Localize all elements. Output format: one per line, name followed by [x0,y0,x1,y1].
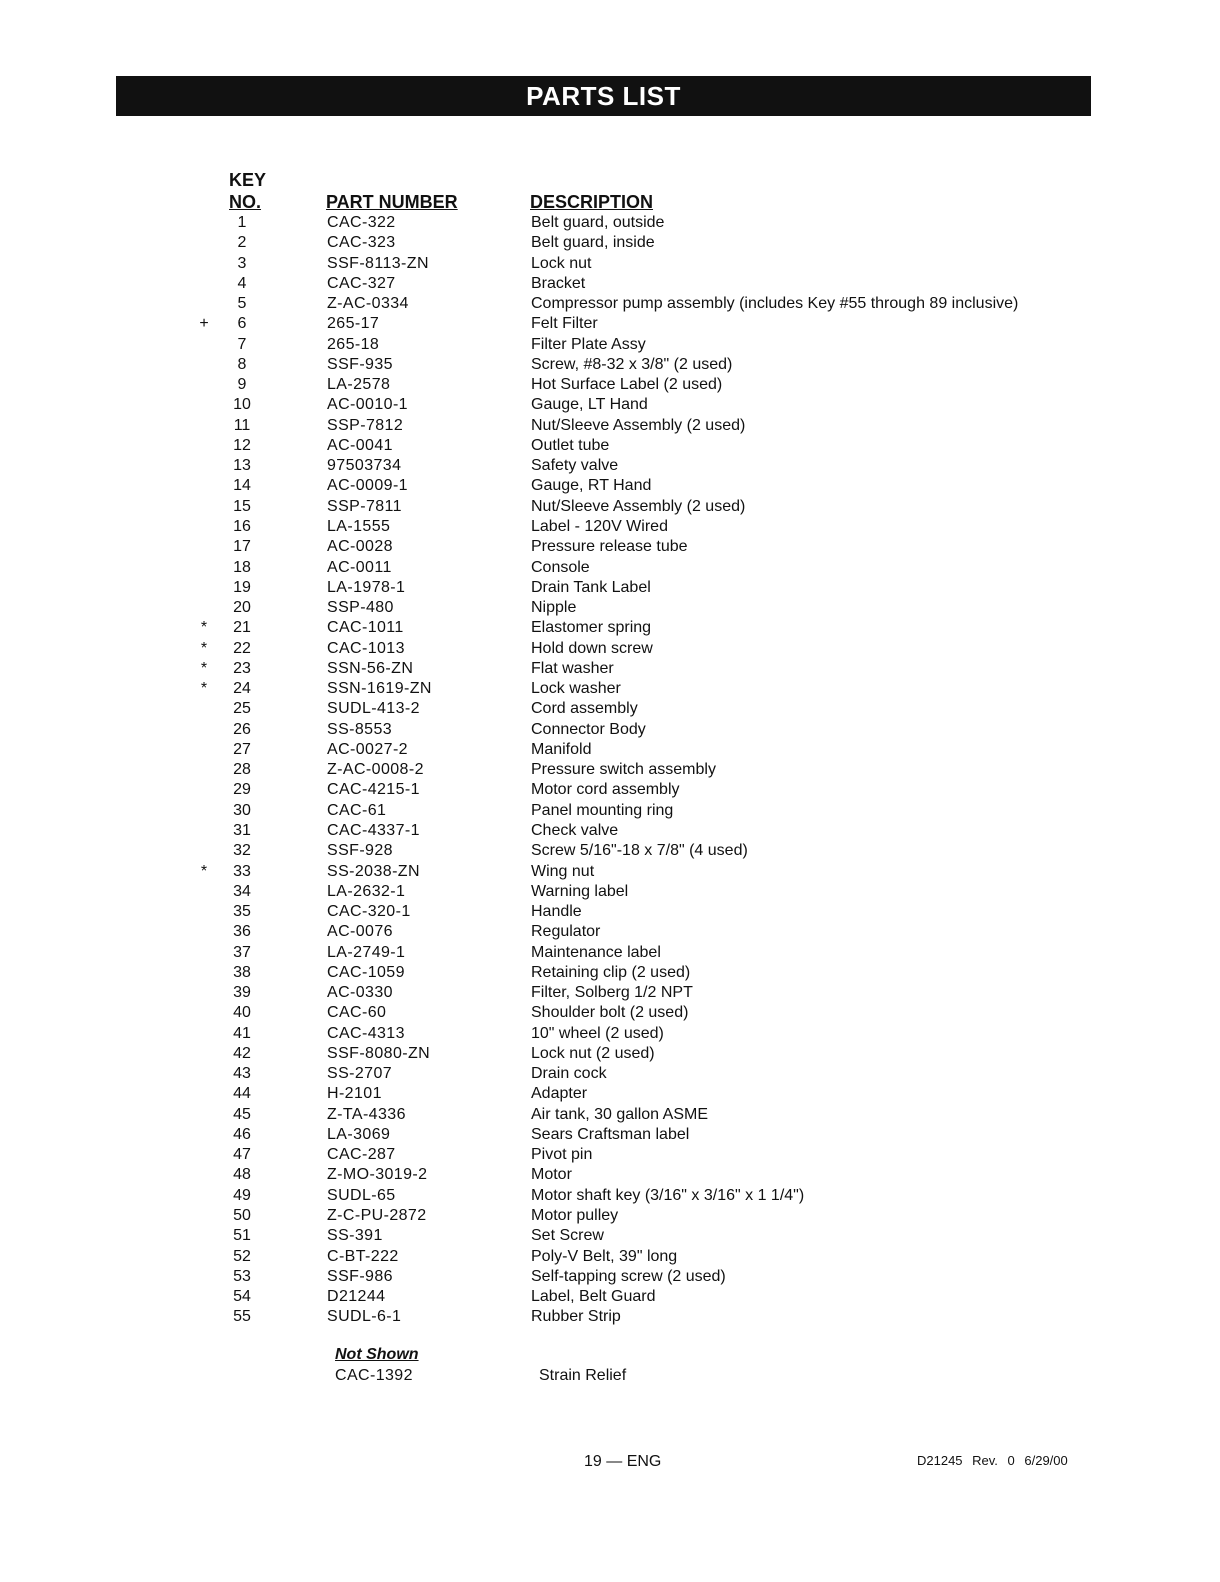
part-number: SS-8553 [327,720,393,738]
key-number: 30 [233,801,251,819]
part-description: Filter Plate Assy [531,335,646,353]
key-number: 20 [233,599,251,617]
table-row [0,639,1220,659]
part-description: Poly-V Belt, 39" long [531,1247,678,1265]
part-number: SSF-928 [327,842,393,860]
key-number: 22 [233,639,251,657]
part-description: Air tank, 30 gallon ASME [531,1105,708,1123]
key-number: 49 [233,1186,251,1204]
key-number: 1 [237,214,247,231]
part-number: 97503734 [327,457,402,475]
part-number: AC-0041 [327,436,393,454]
key-number: 9 [237,376,247,394]
row-mark: * [200,680,208,698]
key-number: 44 [233,1085,251,1103]
table-row [0,1003,1220,1023]
table-row [0,578,1220,598]
part-description: Pivot pin [531,1146,593,1164]
part-description: Felt Filter [531,315,598,333]
part-number: CAC-1392 [335,1367,413,1384]
table-row [0,476,1220,496]
key-number: 46 [233,1125,251,1143]
part-number: CAC-60 [327,1004,387,1022]
part-description: Belt guard, outside [531,214,665,231]
table-row [0,1105,1220,1125]
key-number: 55 [233,1308,251,1326]
table-row [0,801,1220,821]
key-number: 19 [233,578,251,596]
key-number: 48 [233,1166,251,1184]
part-description: Wing nut [531,862,595,880]
key-number: 35 [233,903,251,921]
table-row [0,375,1220,395]
table-row [0,497,1220,517]
table-row [0,943,1220,963]
key-number: 34 [233,882,251,900]
part-description: Compressor pump assembly (includes Key #55 through 89 inclusive) [531,295,1019,313]
part-description: Set Screw [531,1227,604,1245]
part-description: Screw, #8-32 x 3/8" (2 used) [531,355,733,373]
part-number: SSP-7811 [327,497,402,515]
key-number: 6 [237,315,247,333]
table-row [0,841,1220,861]
key-number: 47 [233,1146,251,1164]
part-description: Connector Body [531,720,646,738]
part-description: Manifold [531,740,592,758]
part-description: Flat washer [531,659,614,677]
table-row [0,233,1220,253]
key-header-bottom: NO. [229,192,262,212]
key-number: 28 [233,761,251,779]
part-number: Z-C-PU-2872 [327,1207,427,1225]
table-row [0,517,1220,537]
table-row [0,720,1220,740]
part-number: SSP-480 [327,599,394,617]
part-description: Gauge, RT Hand [531,477,652,495]
row-mark: * [200,619,208,637]
part-number: SUDL-65 [327,1186,396,1204]
key-number: 41 [233,1024,251,1042]
part-number: CAC-4215-1 [327,781,420,799]
table-row [0,456,1220,476]
part-description: Pressure release tube [531,538,688,556]
part-description: Nut/Sleeve Assembly (2 used) [531,416,746,434]
part-number: CAC-4337-1 [327,821,420,839]
part-number: CAC-323 [327,234,396,252]
key-number: 24 [233,680,251,698]
part-description: Retaining clip (2 used) [531,963,691,981]
table-row [0,1206,1220,1226]
table-row [0,294,1220,314]
key-number: 14 [233,477,251,495]
part-number: SSP-7812 [327,416,404,434]
table-row [0,659,1220,679]
part-description: Shoulder bolt (2 used) [531,1004,689,1022]
table-row [0,760,1220,780]
key-number: 5 [237,295,247,313]
key-number: 39 [233,984,251,1002]
table-row [0,1165,1220,1185]
table-row [0,1145,1220,1165]
part-description: Strain Relief [539,1367,627,1384]
key-number: 11 [233,416,251,434]
table-row [0,699,1220,719]
part-number: SUDL-413-2 [327,700,420,718]
part-description: Adapter [531,1085,588,1103]
part-description: Outlet tube [531,436,610,454]
part-description: Motor cord assembly [531,781,680,799]
part-description: Belt guard, inside [531,234,655,252]
table-row [0,416,1220,436]
part-description: Pressure switch assembly [531,761,716,779]
key-number: 29 [233,781,251,799]
table-row [0,1307,1220,1327]
part-description: Label, Belt Guard [531,1288,656,1306]
part-description: Motor pulley [531,1207,619,1225]
part-number: AC-0027-2 [327,740,408,758]
part-number: Z-AC-0008-2 [327,761,424,779]
part-description: Lock nut [531,254,592,272]
part-number: SS-2707 [327,1065,393,1083]
key-number: 33 [233,862,251,880]
part-description: Drain Tank Label [531,578,651,596]
key-number: 13 [233,457,251,475]
part-number: CAC-61 [327,801,387,819]
part-number: CAC-1013 [327,639,405,657]
part-description: Filter, Solberg 1/2 NPT [531,984,693,1002]
key-number: 53 [233,1267,251,1285]
table-row [0,537,1220,557]
part-number: AC-0076 [327,923,393,941]
part-number: Z-MO-3019-2 [327,1166,428,1184]
part-number: CAC-1059 [327,963,405,981]
part-description: Handle [531,903,582,921]
table-row [0,1024,1220,1044]
part-description: Screw 5/16"-18 x 7/8" (4 used) [531,842,748,860]
part-number: C-BT-222 [327,1247,399,1265]
page-number: 19 — ENG [584,1453,662,1470]
key-number: 54 [233,1288,251,1306]
key-number: 31 [233,821,251,839]
part-number: AC-0009-1 [327,477,408,495]
part-number: SS-391 [327,1227,383,1245]
part-number: CAC-322 [327,214,396,231]
part-number: CAC-327 [327,274,396,292]
page-title: PARTS LIST [116,76,1091,116]
key-number: 32 [233,842,251,860]
part-description: Console [531,558,590,576]
key-number: 36 [233,923,251,941]
table-row [0,740,1220,760]
key-number: 27 [233,740,251,758]
table-row [0,882,1220,902]
part-description: Bracket [531,274,586,292]
key-number: 10 [233,396,251,414]
key-number: 17 [233,538,251,556]
key-number: 42 [233,1044,251,1062]
not-shown-row [0,1366,1220,1386]
part-number: LA-2578 [327,376,391,394]
part-number: LA-2632-1 [327,882,406,900]
part-number: CAC-1011 [327,619,404,637]
part-number: LA-2749-1 [327,943,406,961]
part-description: Sears Craftsman label [531,1125,690,1143]
part-description: Warning label [531,882,629,900]
part-description: Regulator [531,923,601,941]
part-description: Hold down screw [531,639,653,657]
table-row [0,1287,1220,1307]
table-row [0,963,1220,983]
key-number: 23 [233,659,251,677]
part-number: SSF-8080-ZN [327,1044,431,1062]
table-row [0,558,1220,578]
part-description: Maintenance label [531,943,661,961]
table-row [0,679,1220,699]
part-number: AC-0010-1 [327,396,408,414]
key-number: 15 [233,497,251,515]
key-number: 12 [233,436,251,454]
table-row [0,1247,1220,1267]
table-row [0,983,1220,1003]
part-number: SUDL-6-1 [327,1308,402,1326]
document-revision: D21245 Rev. 0 6/29/00 [917,1453,1068,1468]
part-number: SSF-8113-ZN [327,254,429,272]
key-number: 45 [233,1105,251,1123]
key-number: 43 [233,1065,251,1083]
part-description: Rubber Strip [531,1308,621,1326]
table-row [0,1084,1220,1104]
table-row [0,1267,1220,1287]
part-number: SSF-935 [327,355,393,373]
part-description: Gauge, LT Hand [531,396,648,414]
part-description: Panel mounting ring [531,801,674,819]
part-number: H-2101 [327,1085,382,1103]
part-number: Z-AC-0334 [327,295,409,313]
part-description: Hot Surface Label (2 used) [531,376,723,394]
key-number: 51 [233,1227,251,1245]
part-number: CAC-320-1 [327,903,411,921]
part-description: Motor shaft key (3/16" x 3/16" x 1 1/4") [531,1186,805,1204]
part-description: Lock washer [531,680,621,698]
key-number: 3 [237,254,247,272]
part-description: Lock nut (2 used) [531,1044,655,1062]
part-description: Safety valve [531,457,619,475]
table-row [0,780,1220,800]
key-number: 18 [233,558,251,576]
key-number: 16 [233,517,251,535]
part-description: Check valve [531,821,619,839]
description-header: DESCRIPTION [530,192,654,212]
part-number: AC-0330 [327,984,393,1002]
part-number: AC-0028 [327,538,393,556]
key-number: 37 [233,943,251,961]
key-number: 7 [237,335,247,353]
row-mark: * [200,639,208,657]
part-number: LA-1978-1 [327,578,406,596]
table-row [0,618,1220,638]
table-row [0,598,1220,618]
part-description: Label - 120V Wired [531,517,668,535]
table-row [0,1186,1220,1206]
part-number: Z-TA-4336 [327,1105,406,1123]
table-row [0,821,1220,841]
row-mark: + [199,315,209,333]
part-description: Drain cock [531,1065,607,1083]
key-number: 50 [233,1207,251,1225]
table-row [0,355,1220,375]
part-number: SSN-1619-ZN [327,680,432,698]
part-description: Self-tapping screw (2 used) [531,1267,726,1285]
part-number: AC-0011 [327,558,392,576]
key-number: 52 [233,1247,251,1265]
part-description: Motor [531,1166,572,1184]
part-description: 10" wheel (2 used) [531,1024,664,1042]
table-row [0,1064,1220,1084]
parts-table [0,213,1220,1328]
part-number: LA-3069 [327,1125,391,1143]
row-mark: * [200,659,208,677]
part-description: Cord assembly [531,700,638,718]
table-row [0,1125,1220,1145]
key-number: 38 [233,963,251,981]
table-row [0,314,1220,334]
table-row [0,254,1220,274]
part-number: CAC-287 [327,1146,396,1164]
part-number: 265-17 [327,315,380,333]
table-row [0,436,1220,456]
part-number-header: PART NUMBER [326,192,458,212]
key-number: 2 [237,234,247,252]
part-number: 265-18 [327,335,380,353]
key-number: 25 [233,700,251,718]
table-row [0,922,1220,942]
table-row [0,1226,1220,1246]
table-row [0,335,1220,355]
table-row [0,274,1220,294]
part-description: Nut/Sleeve Assembly (2 used) [531,497,746,515]
not-shown-label: Not Shown [335,1346,419,1363]
table-row [0,1044,1220,1064]
part-number: SSF-986 [327,1267,393,1285]
part-number: CAC-4313 [327,1024,405,1042]
table-row [0,213,1220,233]
key-number: 40 [233,1004,251,1022]
key-header-top: KEY [229,170,267,190]
table-row [0,395,1220,415]
part-description: Nipple [531,599,577,617]
key-number: 8 [237,355,247,373]
part-number: SS-2038-ZN [327,862,420,880]
part-number: SSN-56-ZN [327,659,414,677]
key-number: 4 [237,274,247,292]
table-row [0,862,1220,882]
key-number: 26 [233,720,251,738]
row-mark: * [200,862,208,880]
part-description: Elastomer spring [531,619,652,637]
table-row [0,902,1220,922]
part-number: LA-1555 [327,517,391,535]
part-number: D21244 [327,1288,386,1306]
key-number: 21 [233,619,251,637]
